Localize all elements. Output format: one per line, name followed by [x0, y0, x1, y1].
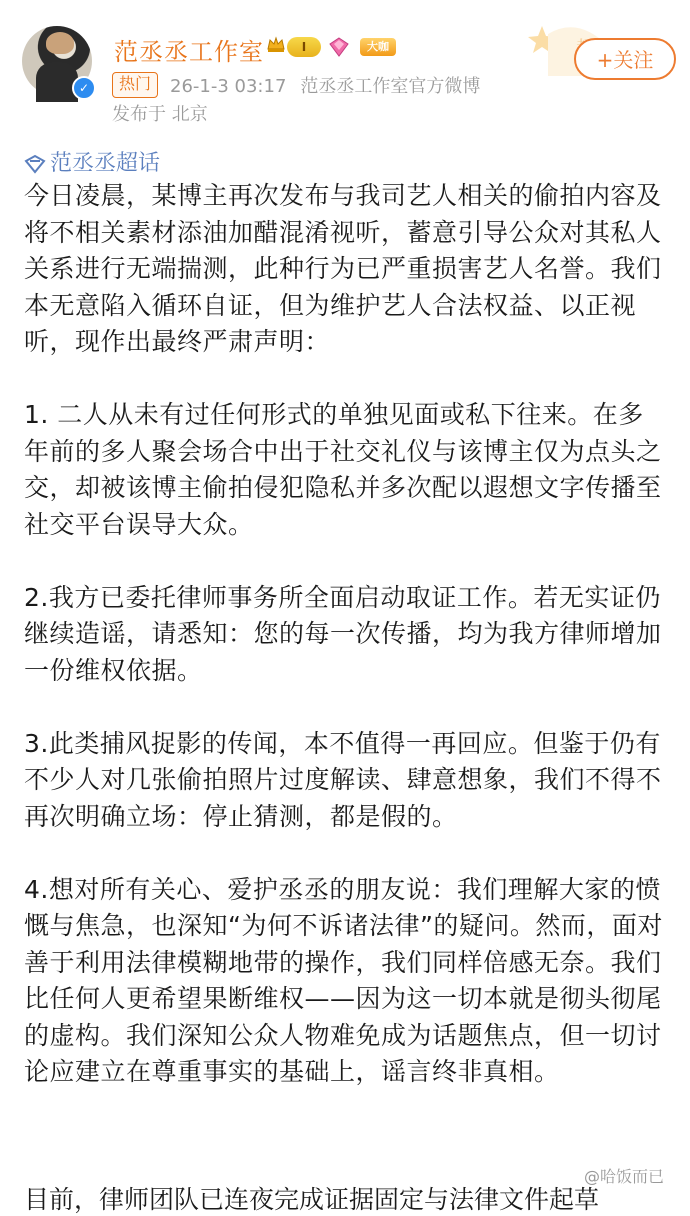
point-2-paragraph: 2.我方已委托律师事务所全面启动取证工作。若无实证仍继续造谣，请悉知：您的每一次传播，均为我方律师增加一份维权依据。 — [24, 582, 662, 685]
post-location: 发布于 北京 — [112, 104, 208, 125]
account-name[interactable]: 范丞丞工作室 — [114, 38, 264, 66]
super-topic-icon — [24, 155, 46, 173]
truncated-paragraph: 目前，律师团队已连夜完成证据固定与法律文件起草 — [24, 1185, 600, 1214]
follow-button[interactable]: +关注 — [574, 38, 676, 80]
paragraph-gap — [24, 543, 668, 580]
diamond-badge-icon — [328, 36, 350, 58]
point-1-paragraph: 1. 二人从未有过任何形式的单独见面或私下往来。在多年前的多人聚会场合中出于社交礼仪与该博主仅为点头之交，却被该博主偷拍侵犯隐私并多次配以遐想文字传播至社交平台误导大众。 — [24, 400, 662, 539]
post-meta — [170, 72, 480, 98]
super-topic-label: 范丞丞超话 — [50, 151, 161, 176]
paragraph-gap — [24, 689, 668, 726]
post-time: 26-1-3 03:17 — [170, 76, 287, 97]
paragraph-gap — [24, 361, 668, 398]
verified-icon: ✓ — [72, 76, 96, 100]
avatar-hair — [46, 32, 74, 54]
post-header — [0, 0, 690, 140]
super-topic-link[interactable] — [24, 146, 160, 177]
hot-tag: 热门 — [112, 72, 158, 98]
intro-paragraph: 今日凌晨，某博主再次发布与我司艺人相关的偷拍内容及将不相关素材添油加醋混淆视听，蓄意引导公众对其私人关系进行无端揣测，此种行为已严重损害艺人名誉。我们本无意陷入循环自证，但为维护艺人合法权益、以正视听，现作出最终严肃声明： — [24, 181, 662, 356]
point-4-paragraph: 4.想对所有关心、爱护丞丞的朋友说：我们理解大家的愤慨与焦急，也深知“为何不诉诸法律”的疑问。然而，面对善于利用法律模糊地带的操作，我们同样倍感无奈。我们比任何人更希望果断维权——因为这一切本就是彻头彻尾的虚构。我们深知公众人物难免成为话题焦点，但一切讨论应建立在尊重事实的基础上，谣言终非真相。 — [24, 874, 663, 1086]
watermark: @哈饭而已 — [584, 1167, 665, 1186]
crown-icon — [266, 34, 286, 54]
post-source: 范丞丞工作室官方微博 — [300, 76, 481, 97]
paragraph-gap — [24, 835, 668, 872]
level-badge: I — [287, 37, 321, 57]
point-3-paragraph: 3.此类捕风捉影的传闻，本不值得一再回应。但鉴于仍有不少人对几张偷拍照片过度解读、肆意想象，我们不得不再次明确立场：停止猜测，都是假的。 — [24, 728, 662, 831]
avatar-body — [36, 62, 78, 102]
post-content — [24, 178, 668, 1091]
big-badge: 大咖 — [360, 38, 396, 56]
